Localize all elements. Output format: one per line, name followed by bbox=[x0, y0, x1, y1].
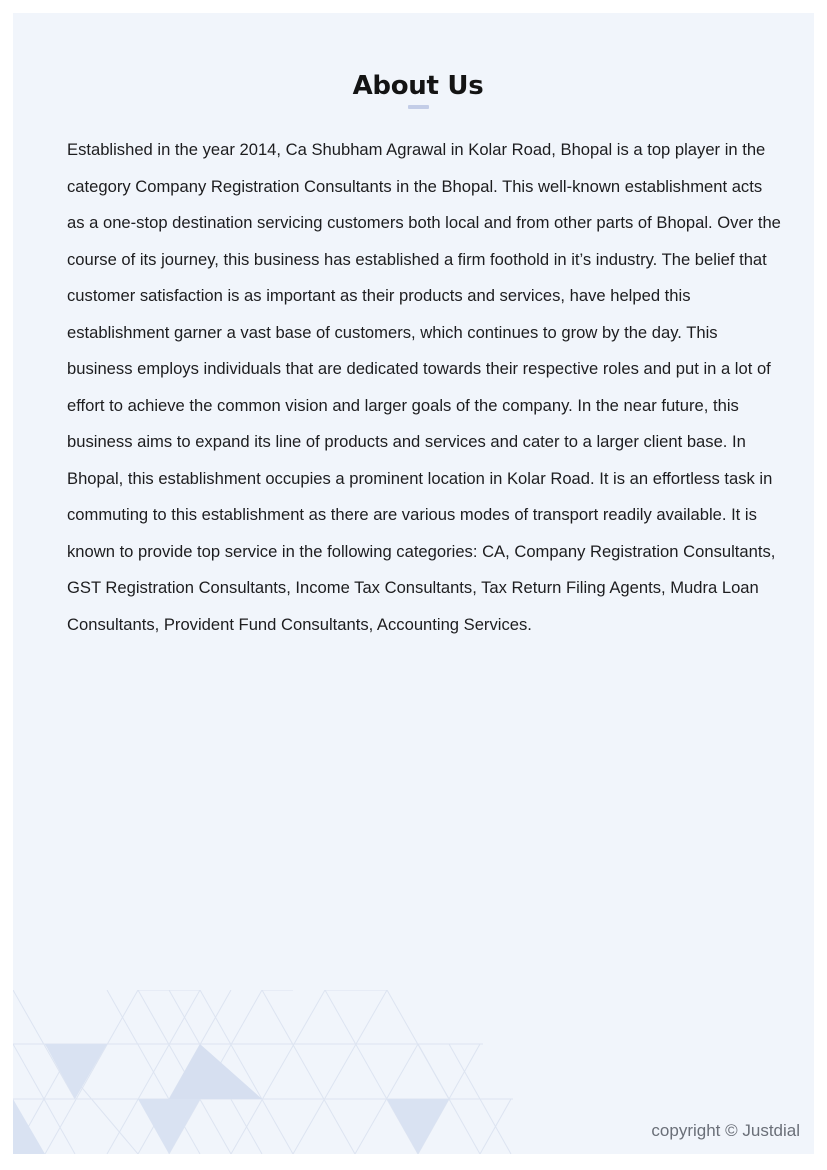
page-title: About Us bbox=[352, 71, 484, 101]
triangle-pattern bbox=[13, 990, 518, 1154]
about-page bbox=[13, 13, 814, 1154]
about-description: Established in the year 2014, Ca Shubham Agrawal in Kolar Road, Bhopal is a top player in the category Company Registration Consultants in the Bhopal. This well-known establishment acts as a one-stop destination servicing customers both local and from other parts of Bhopal. Over the course of its journey, this business has established a firm foothold in it’s industry. The belief that customer satisfaction is as important as their products and services, have helped this establishment garner a vast base of customers, which continues to grow by the day. This business employs individuals that are dedicated towards their respective roles and put in a lot of effort to achieve the common vision and larger goals of the company. In the near future, this business aims to expand its line of products and services and cater to a larger client base. In Bhopal, this establishment occupies a prominent location in Kolar Road. It is an effortless task in commuting to this establishment as there are various modes of transport readily available. It is known to provide top service in the following categories: CA, Company Registration Consultants, GST Registration Consultants, Income Tax Consultants, Tax Return Filing Agents, Mudra Loan Consultants, Provident Fund Consultants, Accounting Services. bbox=[67, 140, 781, 634]
title-underline bbox=[408, 105, 429, 109]
copyright-text: copyright © Justdial bbox=[651, 1121, 800, 1140]
